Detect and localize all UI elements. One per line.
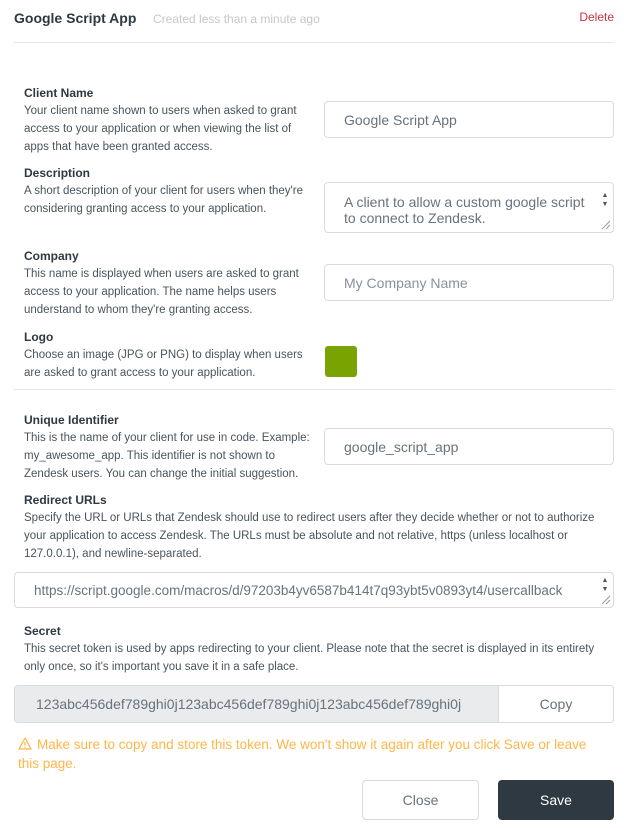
resize-grip-icon[interactable]	[599, 593, 611, 605]
redirect-urls-textarea[interactable]	[14, 572, 614, 608]
client-name-description: Your client name shown to users when asked to grant access to your application or when viewing the list of apps that have been granted access.	[24, 105, 297, 153]
scroll-up-icon[interactable]: ▲	[601, 192, 609, 199]
close-button[interactable]: Close	[362, 780, 479, 820]
secret-value[interactable]: 123abc456def789ghi0j123abc456def789ghi0j123abc456def789ghi0j	[15, 686, 498, 722]
logo-label: Logo	[24, 330, 54, 344]
identifier-value: google_script_app	[344, 439, 459, 455]
description-value-line: to connect to Zendesk.	[344, 210, 486, 226]
delete-link[interactable]: Delete	[579, 10, 614, 24]
redirect-description: Specify the URL or URLs that Zendesk should use to redirect users after they decide whether or not to authorize your application to access Zendesk. The URLs must be absolute and not relative, https (unless localhost or 127.0.0.1), and newline-separated.	[24, 512, 595, 560]
client-name-value: Google Script App	[344, 112, 457, 128]
resize-grip-icon[interactable]	[599, 218, 611, 230]
copy-button[interactable]: Copy	[498, 686, 613, 722]
logo-description: Choose an image (JPG or PNG) to display when users are asked to grant access to your application.	[24, 349, 303, 379]
warning-icon	[18, 737, 32, 750]
created-timestamp: Created less than a minute ago	[153, 12, 320, 26]
identifier-input[interactable]	[324, 428, 614, 465]
secret-label: Secret	[24, 624, 61, 638]
company-placeholder: My Company Name	[344, 275, 468, 291]
client-name-label: Client Name	[24, 86, 94, 100]
description-textarea[interactable]	[324, 182, 614, 233]
redirect-urls-value: https://script.google.com/macros/d/97203b4yv6587b414t7q93ybt5v0893yt4/usercallback	[34, 583, 563, 598]
company-description: This name is displayed when users are asked to grant access to your application. The name helps users understand to whom they're granting access.	[24, 268, 299, 316]
scroll-down-icon[interactable]: ▼	[601, 586, 609, 593]
company-label: Company	[24, 249, 79, 263]
company-input[interactable]	[324, 264, 614, 301]
page-header	[14, 0, 614, 43]
secret-field	[14, 685, 614, 723]
page-title: Google Script App	[14, 10, 137, 26]
warning-text: Make sure to copy and store this token. We won't show it again after you click Save or leave this page.	[18, 737, 587, 771]
save-button[interactable]: Save	[498, 780, 614, 820]
identifier-label: Unique Identifier	[24, 413, 119, 427]
logo-image-picker[interactable]	[325, 346, 357, 377]
identifier-description: This is the name of your client for use in code. Example: my_awesome_app. This identifier is not shown to Zendesk users. You can change the initial suggestion.	[24, 432, 310, 480]
description-value	[344, 194, 584, 226]
redirect-label: Redirect URLs	[24, 493, 107, 507]
scroll-up-icon[interactable]: ▲	[601, 577, 609, 584]
description-value-line: A client to allow a custom google script	[344, 194, 585, 210]
scroll-down-icon[interactable]: ▼	[601, 201, 609, 208]
description-description: A short description of your client for users when they're considering granting access to your application.	[24, 185, 303, 215]
secret-description: This secret token is used by apps redirecting to your client. Please note that the secret is displayed in its entirety only once, so it's important you save it in a safe place.	[24, 643, 595, 673]
client-name-input[interactable]	[324, 101, 614, 138]
warning-message	[18, 735, 598, 773]
section-divider	[14, 389, 614, 390]
description-label: Description	[24, 166, 91, 180]
scrollbar[interactable]	[601, 191, 609, 209]
scrollbar[interactable]	[601, 576, 609, 594]
